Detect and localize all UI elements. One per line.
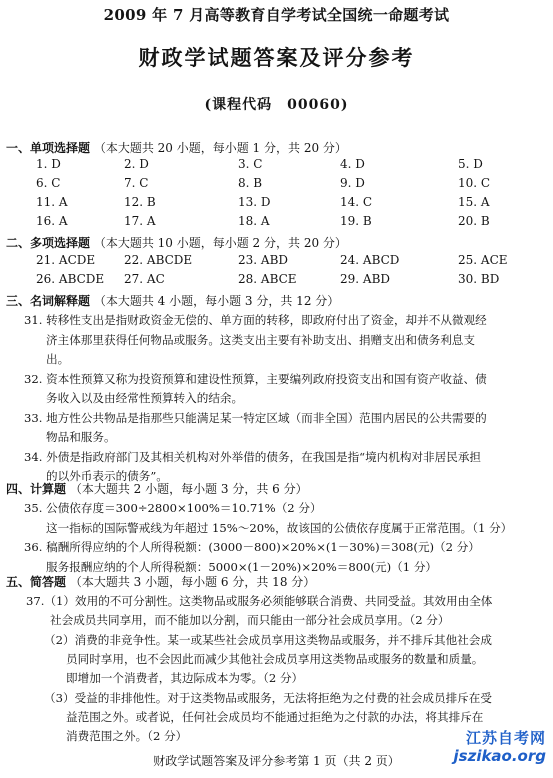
answer-cell: 22. ABCDE [124,253,193,267]
text-line: 即增加一个消费者，其边际成本为零。（2 分） [66,671,304,686]
answer-row [0,253,553,271]
answer-cell: 8. B [238,176,263,190]
answer-cell: 12. B [124,195,156,209]
answer-cell: 25. ACE [458,253,508,267]
section-4-note: （本大题共 2 小题，每小题 3 分，共 6 分） [69,482,308,496]
answer-cell: 17. A [124,214,156,228]
section-2-title: 二、多项选择题 [6,236,91,250]
text-line: （2）消费的非竞争性。某一或某些社会成员享用这类物品或服务，并不排斥其他社会成 [44,632,492,647]
section-1-title: 一、单项选择题 [6,141,91,155]
section-4-heading [6,480,308,497]
exam-line: 2009 年 7 月高等教育自学考试全国统一命题考试 [103,6,450,24]
page-title: 财政学试题答案及评分参考 [138,45,415,70]
answer-cell: 2. D [124,157,149,171]
text-line: 物品和服务。 [46,430,116,444]
text-line: 服务报酬应纳的个人所得税额：5000×(1－20%)×20%＝800(元)（1 分） [46,559,438,574]
text-line: 这一指标的国际警戒线为年超过 15%～20%，故该国的公债依存度属于正常范围。（1 分） [46,520,513,535]
text-line: 33. 地方性公共物品是指那些只能满足某一特定区域（而非全国）范围内居民的公共需要的 [24,410,487,425]
section-3-heading [6,292,339,309]
answer-cell: 10. C [458,176,491,190]
text-line: 出。 [46,352,70,366]
text-line: 37.（1）效用的不可分割性。这类物品或服务必须能够联合消费、共同受益。其效用由全体 [26,594,493,608]
section-3-title: 三、名词解释题 [6,294,91,308]
text-line: 32. 资本性预算又称为投资预算和建设性预算，主要编列政府投资支出和国有资产收益、债 [24,371,487,386]
answer-cell: 24. ABCD [340,253,400,267]
text-line: 36. 稿酬所得应纳的个人所得税额：(3000－800)×20%×(1－30%)＝308(元)（2 分） [24,540,480,554]
text-line: 31. 转移性支出是指财政资金无偿的、单方面的转移，即政府付出了资金，却并不从微观经 [24,313,487,327]
answer-row [0,176,553,194]
text-line: 35. 公债依存度＝300÷2800×100%＝10.71%（2 分） [24,501,322,515]
answer-cell: 26. ABCDE [36,272,105,286]
section-5-heading [6,573,315,590]
answer-cell: 28. ABCE [238,272,297,286]
answer-row [0,195,553,213]
section-2-heading [6,234,347,251]
answer-cell: 15. A [458,195,490,209]
section-4-title: 四、计算题 [6,482,67,496]
answer-row [0,157,553,175]
answer-cell: 19. B [340,214,372,228]
watermark-name: 江苏自考网 [465,729,546,747]
answer-cell: 16. A [36,214,68,228]
text-line: 员同时享用，也不会因此而减少其他社会成员享用这类物品或服务的数量和质量。 [66,651,484,666]
site-watermark-logo [438,727,550,773]
answer-cell: 3. C [238,157,263,171]
text-line: 社会成员共同享用，而不能加以分割，而只能由一部分社会成员享用。（2 分） [50,613,450,628]
answer-cell: 23. ABD [238,253,289,267]
answer-cell: 1. D [36,157,61,171]
text-line: 34. 外债是指政府部门及其相关机构对外举借的债务，在我国是指“境内机构对非居民承担 [24,449,482,464]
section-5-note: （本大题共 3 小题，每小题 6 分，共 18 分） [69,575,316,589]
answer-cell: 9. D [340,176,365,190]
answer-cell: 7. C [124,176,149,190]
text-line: 务收入以及由经常性预算转入的结余。 [46,391,244,405]
answer-cell: 14. C [340,195,373,209]
answer-cell: 30. BD [458,272,500,286]
answer-cell: 11. A [36,195,68,209]
answer-cell: 13. D [238,195,271,209]
text-line: 的以外币表示的债务”。 [46,469,168,483]
watermark-url: jszikao.org [453,747,546,765]
text-line: 济主体那里获得任何物品或服务。这类支出主要有补助支出、捐赠支出和债务利息支 [46,332,475,347]
answer-row [0,214,553,232]
section-2-note: （本大题共 10 小题，每小题 2 分，共 20 分） [93,236,347,250]
answer-cell: 4. D [340,157,365,171]
text-line: 益范围之外。或者说，任何社会成员均不能通过拒绝为之付款的办法，将其排斥在 [66,709,484,724]
answer-cell: 27. AC [124,272,165,286]
section-1-note: （本大题共 20 小题，每小题 1 分，共 20 分） [93,141,347,155]
answer-cell: 29. ABD [340,272,391,286]
answer-row [0,272,553,290]
section-3-note: （本大题共 4 小题，每小题 3 分，共 12 分） [93,294,340,308]
section-1-heading [6,139,347,156]
text-line: （3）受益的非排他性。对于这类物品或服务，无法将拒绝为之付费的社会成员排斥在受 [44,690,492,705]
answer-cell: 5. D [458,157,483,171]
text-line: 消费范围之外。（2 分） [66,729,188,744]
section-5-title: 五、简答题 [6,575,67,589]
answer-cell: 6. C [36,176,61,190]
answer-cell: 21. ACDE [36,253,96,267]
answer-cell: 18. A [238,214,270,228]
course-code: (课程代码 00060) [204,97,349,113]
page-footer: 财政学试题答案及评分参考第 1 页（共 2 页） [153,754,400,768]
answer-cell: 20. B [458,214,490,228]
